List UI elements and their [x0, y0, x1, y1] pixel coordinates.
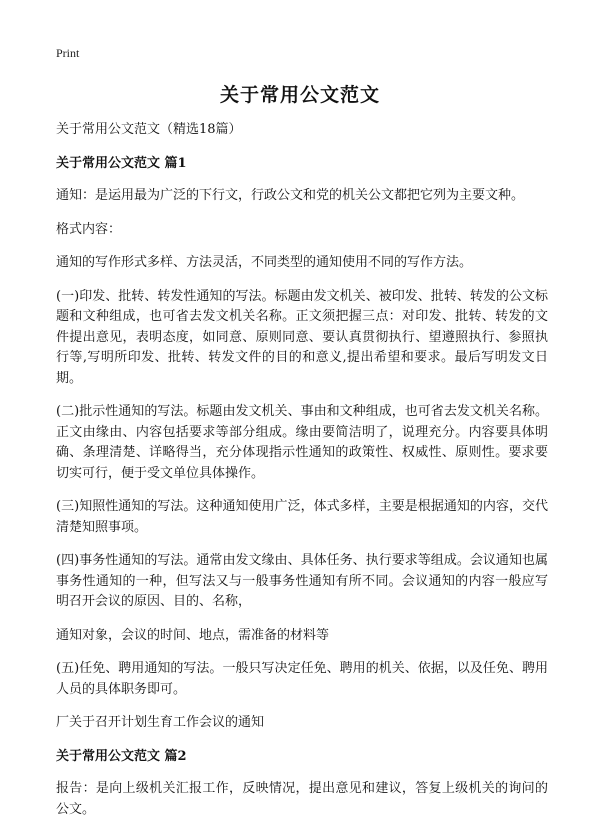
- paragraph: (三)知照性通知的写法。这种通知使用广泛，体式多样，主要是根据通知的内容，交代清楚知照事项。: [56, 499, 548, 535]
- section-heading-1: 关于常用公文范文 篇1: [56, 155, 187, 171]
- paragraph: 格式内容：: [56, 221, 122, 237]
- paragraph: (一)印发、批转、转发性通知的写法。标题由发文机关、被印发、批转、转发的公文标题和文种组成，也可省去发文机关名称。正文须把握三点：对印发、批转、转发的文件提出意见，表明态度，如同意、原则同意、要认真贯彻执行、望遵照执行、参照执行等,写明所印发、批转、转发文件的目的和意义,提出希望和要求。最后写明发文日期。: [56, 288, 548, 386]
- paragraph: 通知对象，会议的时间、地点，需准备的材料等: [56, 627, 330, 643]
- paragraph: (四)事务性通知的写法。通常由发文缘由、具体任务、执行要求等组成。会议通知也属事务性通知的一种，但写法又与一般事务性通知有所不同。会议通知的内容一般应写明召开会议的原因、目的、名称，: [56, 553, 548, 609]
- document-body: [56, 120, 548, 833]
- paragraph: 厂关于召开计划生育工作会议的通知: [56, 715, 265, 730]
- paragraph: 通知的写作形式多样、方法灵活，不同类型的通知使用不同的写作方法。: [56, 255, 473, 270]
- document-title: 关于常用公文范文: [219, 84, 380, 106]
- section-heading-2: 关于常用公文范文 篇2: [56, 748, 187, 764]
- document-subtitle: 关于常用公文范文（精选18篇）: [56, 122, 242, 137]
- paragraph: 报告：是向上级机关汇报工作，反映情况，提出意见和建议，答复上级机关的询问的公文。: [56, 781, 548, 817]
- paragraph: 通知：是运用最为广泛的下行文，行政公文和党的机关公文都把它列为主要文种。: [56, 188, 525, 203]
- paragraph: (二)批示性通知的写法。标题由发文机关、事由和文种组成，也可省去发文机关名称。正文由缘由、内容包括要求等部分组成。缘由要简洁明了，说理充分。内容要具体明确、条理清楚、详略得当，充分体现指示性通知的政策性、权威性、原则性。要求要切实可行，便于受文单位具体操作。: [56, 404, 548, 481]
- paragraph: (五)任免、聘用通知的写法。一般只写决定任免、聘用的机关、依据，以及任免、聘用人员的具体职务即可。: [56, 661, 548, 697]
- print-link[interactable]: Print: [56, 46, 80, 60]
